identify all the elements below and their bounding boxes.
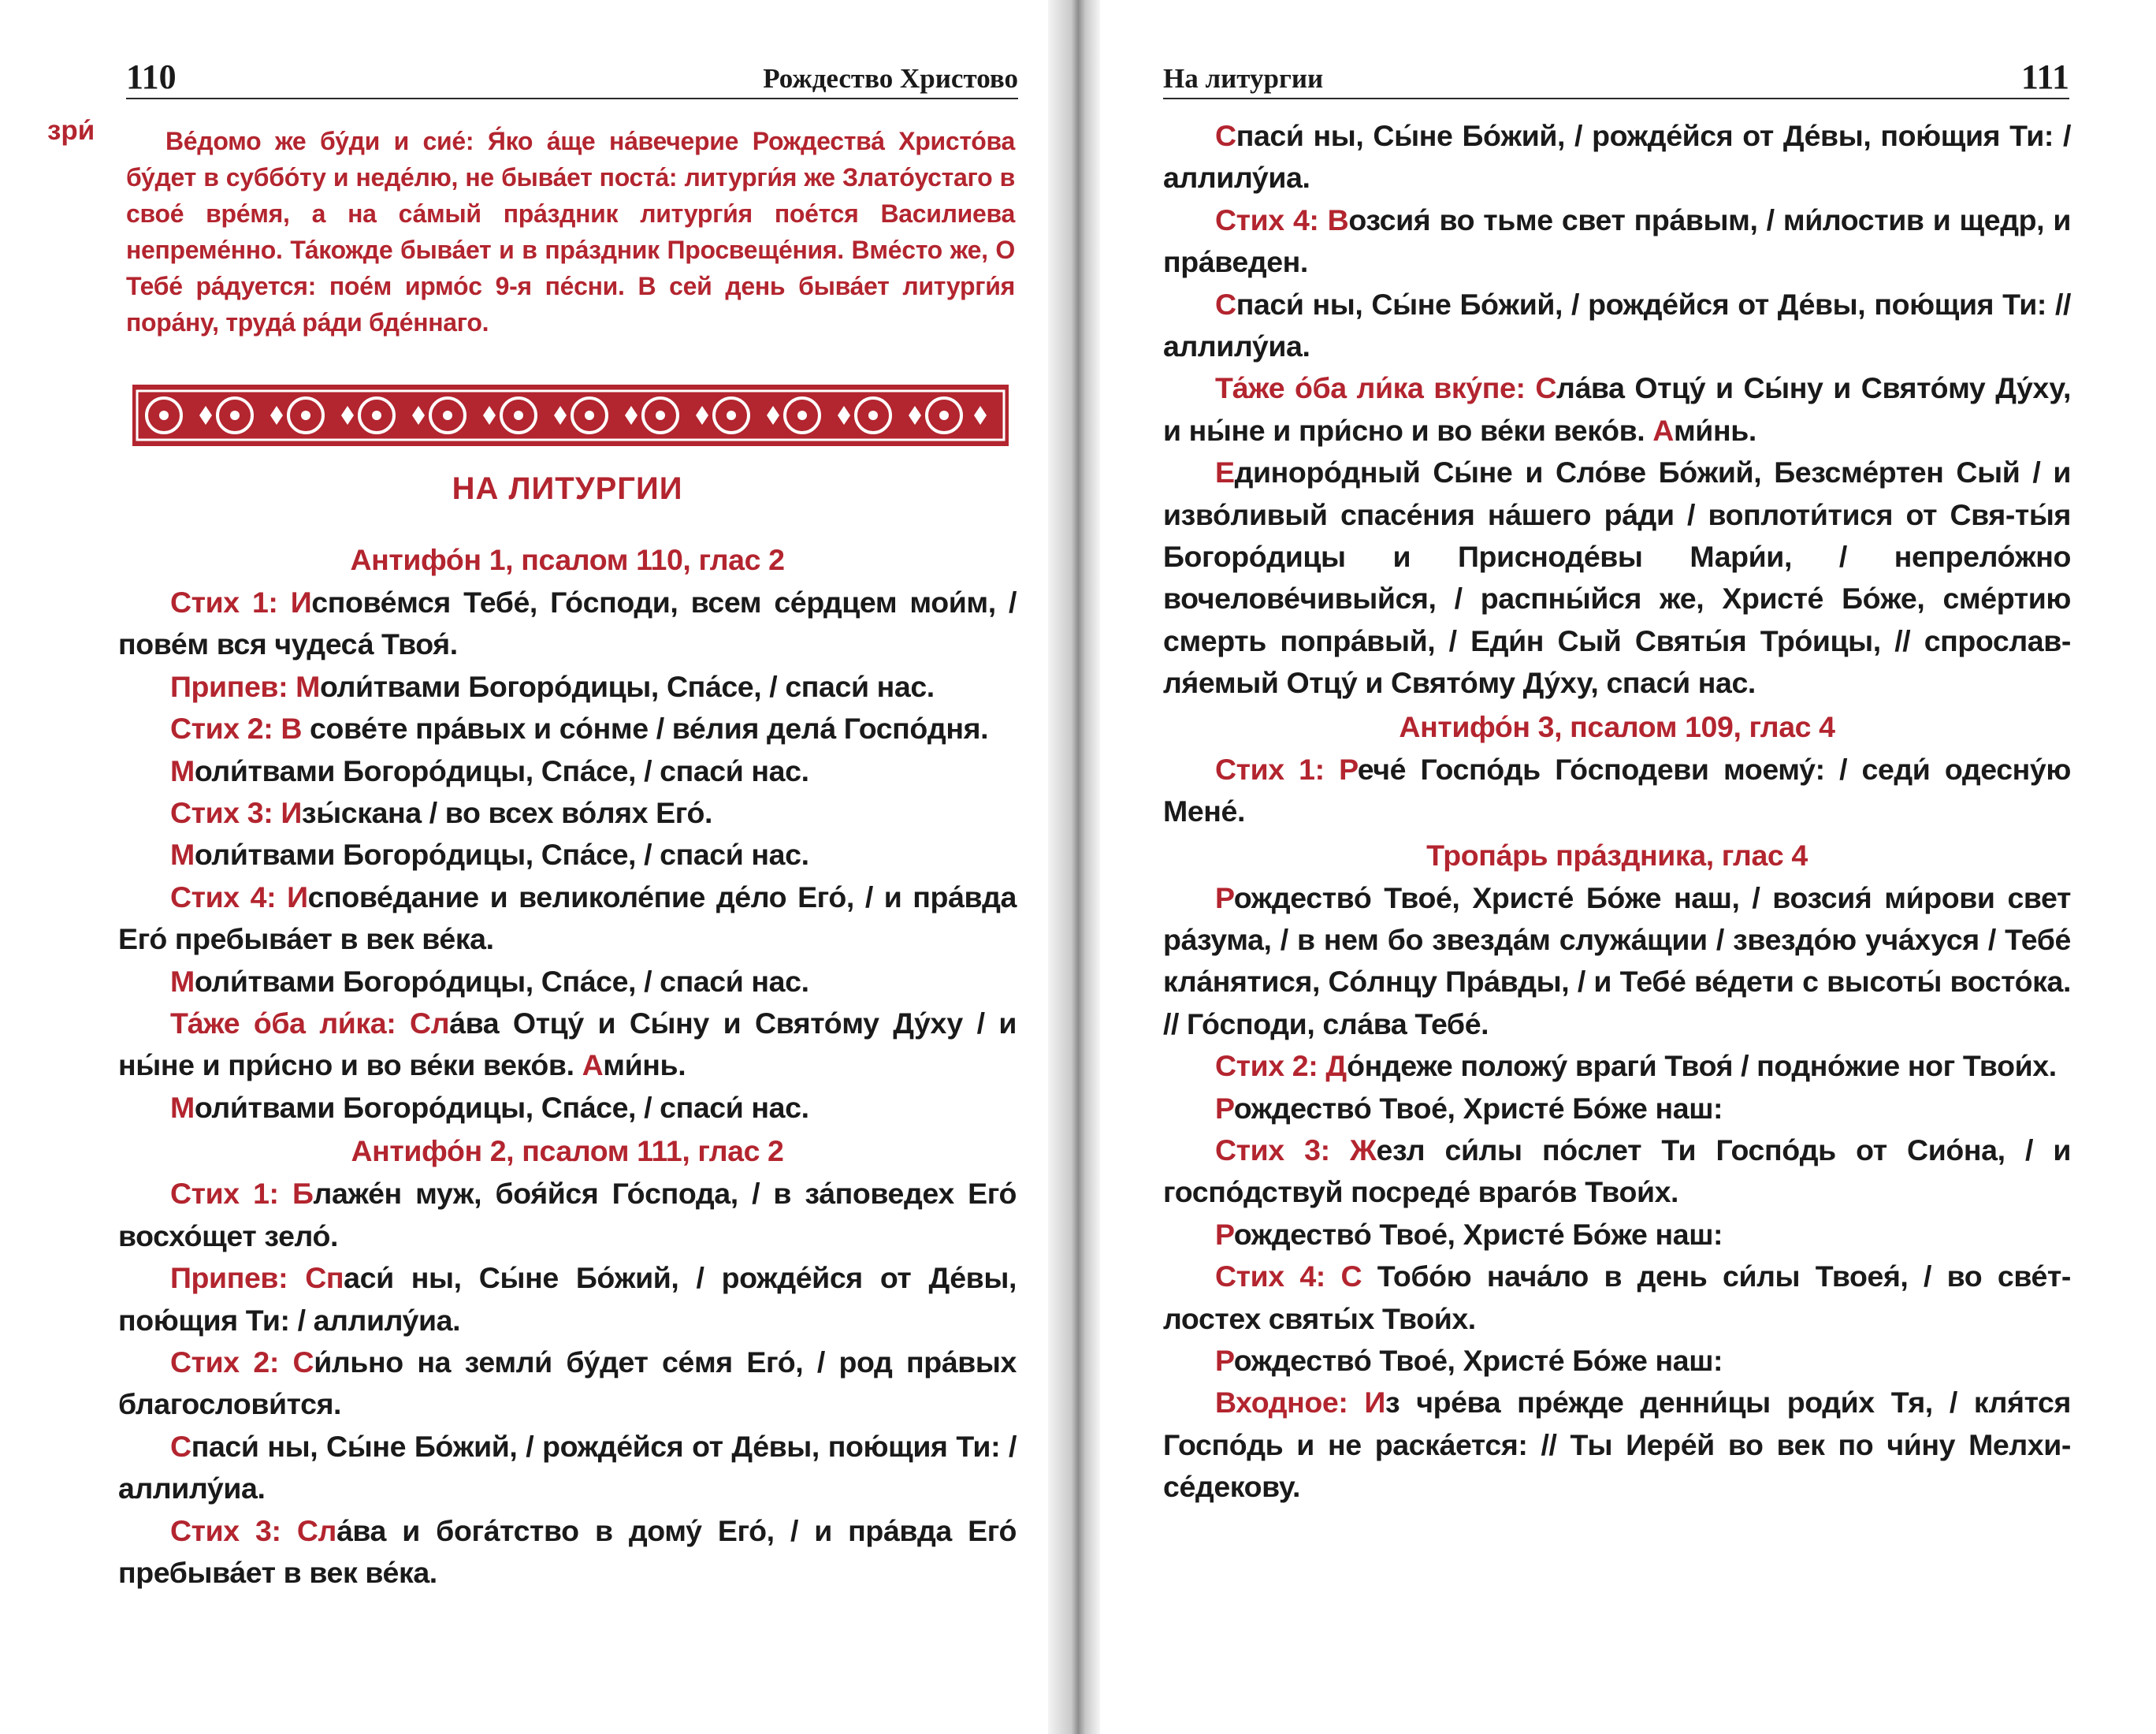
page-number-left: 110: [126, 58, 177, 96]
a3-verse-1: Стих 1: Рече́ Госпо́дь Го́сподеви моему́: / седи́ одесну́ю Мене́.: [1163, 752, 2072, 828]
entrance-verse: Входное: Из чре́ва пре́жде денни́цы роди́х Тя, / кля́тся Госпо́дь и не раска́ется: // Ты Иере́й во век по чи́ну Мелхи-се́декову.: [1163, 1386, 2071, 1504]
a1-refrain: Припев: Моли́твами Богоро́дицы, Спа́се, / спаси́ нас.: [170, 669, 935, 703]
a2-refrain: Припев: Спаси́ ны, Сы́не Бо́жий, / рожде́йся от Де́вы, пою́щия Ти: / аллилу́иа.: [118, 1261, 1017, 1337]
left-page: [0, 0, 1048, 1734]
heading-antiphon-1: Антифо́н 1, псалом 110, глас 2: [350, 543, 785, 576]
a3-verse-2: Стих 2: До́ндеже положу́ враги́ Твоя́ / подно́жие ног Твои́х.: [1215, 1049, 2057, 1083]
a2-refrain-repeat: Спаси́ ны, Сы́не Бо́жий, / рожде́йся от Де́вы, пою́щия Ти: / аллилу́иа.: [118, 1429, 1017, 1505]
a1-refrain-repeat-3: Моли́твами Богоро́дицы, Спа́се, / спаси́ нас.: [170, 964, 809, 998]
decorative-ornament-band: [132, 385, 1009, 446]
heading-troparion: Тропа́рь пра́здника, глас 4: [1426, 838, 1808, 872]
a1-glory: Та́же о́ба ли́ка: Сла́ва Отцу́ и Сы́ну и Свято́му Ду́ху / и ны́не и при́сно и во ве́ки веко́в. Ами́нь.: [118, 1007, 1017, 1082]
heading-antiphon-2: Антифо́н 2, псалом 111, глас 2: [351, 1134, 784, 1168]
rubric-text: Ве́домо же бу́ди и сие́: Я́ко а́ще на́вечерие Рождества́ Христо́ва бу́дет в суббо́ту и неде́лю, не быва́ет поста́: литурги́я же Злато́устаго в свое́ вре́мя, а на са́мый пра́здник литурги́я пое́тся Василиева непреме́нно. Та́кожде быва́ет и в пра́здник Просвеще́ния. Вме́сто же, О Тебе́ ра́дуется: пое́м ирмо́с 9-я пе́сни. В сей день быва́ет литурги́я пора́ну, труда́ ра́ди бде́ннаго.: [126, 127, 1015, 337]
running-title-right: На литургии: [1163, 63, 1324, 94]
margin-note: зри́: [47, 115, 95, 146]
troparion-short-1: Рождество́ Твое́, Христе́ Бо́же наш:: [1215, 1091, 1723, 1125]
a1-verse-3: Стих 3: Изы́скана / во всех во́лях Его́.: [170, 796, 712, 830]
a2-verse-3: Стих 3: Сла́ва и бога́тство в дому́ Его́, / и пра́вда Его́ пребыва́ет в век ве́ка.: [118, 1513, 1017, 1589]
right-page-header: [1163, 52, 2069, 99]
a3-verse-3: Стих 3: Жезл си́лы по́слет Ти Госпо́дь от Сио́на, / и госпо́дствуй посреде́ враго́в Твои́х.: [1163, 1133, 2071, 1209]
a2-refrain-repeat-3: Спаси́ ны, Сы́не Бо́жий, / рожде́йся от Де́вы, пою́щия Ти: // аллилу́иа.: [1163, 287, 2071, 363]
section-title: НА ЛИТУРГИИ: [452, 471, 683, 506]
a1-verse-4: Стих 4: Испове́дание и великоле́пие де́ло Его́, / и пра́вда Его́ пребыва́ет в век ве́ка.: [118, 880, 1017, 956]
a1-verse-2: Стих 2: В сове́те пра́вых и со́нме / ве́лия дела́ Госпо́дня.: [170, 712, 989, 746]
a1-verse-1: Стих 1: Испове́мся Тебе́, Го́споди, всем се́рдцем мои́м, / пове́м вся чудеса́ Твоя́.: [118, 586, 1017, 661]
right-page-body: [1163, 115, 2071, 1509]
a1-refrain-repeat-4: Моли́твами Богоро́дицы, Спа́се, / спаси́ нас.: [170, 1090, 809, 1124]
page-number-right: 111: [2020, 58, 2069, 96]
a1-refrain-repeat-1: Моли́твами Богоро́дицы, Спа́се, / спаси́ нас.: [170, 754, 809, 787]
troparion-short-2: Рождество́ Твое́, Христе́ Бо́же наш:: [1215, 1217, 1723, 1251]
heading-antiphon-3: Антифо́н 3, псалом 109, глас 4: [1399, 709, 1835, 743]
troparion-short-3: Рождество́ Твое́, Христе́ Бо́же наш:: [1215, 1343, 1723, 1377]
a3-verse-4: Стих 4: С Тобо́ю нача́ло в день си́лы Твоея́, / во све́т-лостех святы́х Твои́х.: [1163, 1260, 2071, 1335]
a2-refrain-repeat-2: Спаси́ ны, Сы́не Бо́жий, / рожде́йся от Де́вы, пою́щия Ти: / аллилу́иа.: [1163, 119, 2071, 195]
left-page-body: [118, 538, 1017, 1594]
running-title-left: Рождество Христово: [763, 63, 1018, 94]
a2-verse-4: Стих 4: Возсия́ во тьме свет пра́вым, / ми́лостив и щедр, и пра́веден.: [1163, 203, 2071, 279]
a1-refrain-repeat-2: Моли́твами Богоро́дицы, Спа́се, / спаси́ нас.: [170, 838, 809, 872]
a2-verse-1: Стих 1: Блаже́н муж, боя́йся Го́спода, / в за́поведех Его́ восхо́щет зело́.: [118, 1177, 1017, 1252]
only-begotten-hymn: Единоро́дный Сы́не и Сло́ве Бо́жий, Безсме́ртен Сый / и изво́ливый спасе́ния на́шего ра́ди / воплоти́тися от Свя-ты́я Богоро́дицы и Присноде́вы Мари́и, / непрело́жно вочелове́чивыйся, / распны́йся же, Христе́ Бо́же, сме́ртию смерть попра́вый, / Еди́н Сый Святы́я Тро́ицы, // спрослав-ля́емый Отцу́ и Свято́му Ду́ху, спаси́ нас.: [1163, 456, 2071, 700]
rubric-instruction: [126, 123, 1015, 340]
troparion: Рождество́ Твое́, Христе́ Бо́же наш, / возсия́ ми́рови свет ра́зума, / в нем бо звезда́м служа́щии / звездо́ю уча́хуся / Тебе́ кла́нятися, Со́лнцу Пра́вды, / и Тебе́ ве́дети с высоты́ восто́ка. // Го́споди, сла́ва Тебе́.: [1163, 880, 2071, 1040]
a2-verse-2: Стих 2: Си́льно на земли́ бу́дет се́мя Его́, / род пра́вых благослови́тся.: [118, 1345, 1017, 1421]
left-page-header: [126, 52, 1018, 99]
right-page: [1100, 0, 2156, 1734]
a2-glory: Та́же о́ба ли́ка вку́пе: Сла́ва Отцу́ и Сы́ну и Свято́му Ду́ху, и ны́не и при́сно и во ве́ки веко́в. Ами́нь.: [1163, 371, 2071, 447]
book-gutter: [1048, 0, 1100, 1734]
